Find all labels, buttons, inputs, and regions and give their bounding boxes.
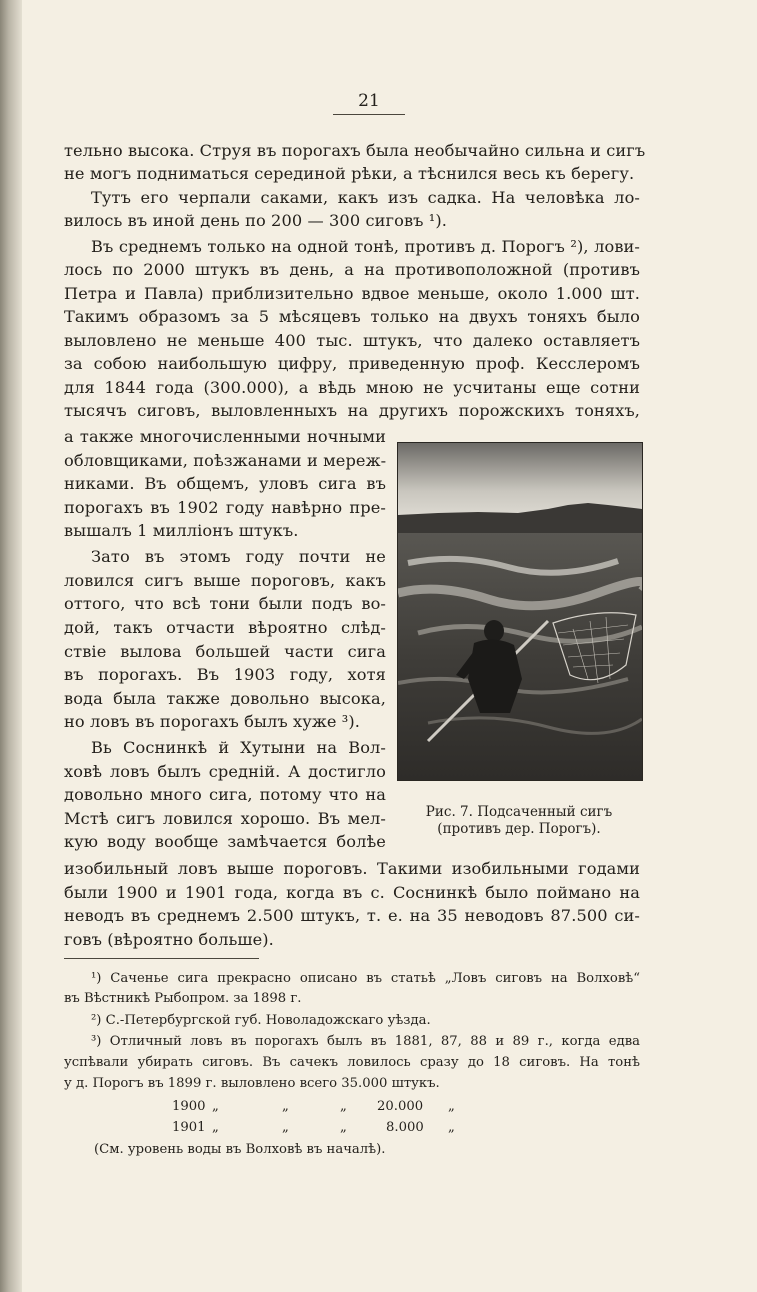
column-line: кую воду вообще замѣчается болѣе xyxy=(64,832,386,851)
body-line: Тутъ его черпали саками, какъ изъ садка. На человѣка ло- xyxy=(91,188,640,207)
column-line: оттого, что всѣ тони были подъ во- xyxy=(64,594,386,613)
body-line: не могъ подниматься серединой рѣки, а тѣснился весь къ берегу. xyxy=(64,164,635,183)
catch-table-value: 8.000 xyxy=(386,1120,424,1135)
body-line: тельно высока. Струя въ порогахъ была необычайно сильна и сигъ xyxy=(64,141,646,160)
body-line: Такимъ образомъ за 5 мѣсяцевъ только на двухъ тоняхъ было xyxy=(64,307,640,326)
body-line: Въ среднемъ только на одной тонѣ, противъ д. Порогъ ²), лови- xyxy=(91,237,640,256)
footnote-line: ¹) Саченье сига прекрасно описано въ статьѣ „Ловъ сиговъ на Волховѣ“ xyxy=(91,971,640,986)
column-line: ловился сигъ выше пороговъ, какъ xyxy=(64,571,386,590)
body-line: вилось въ иной день по 200 — 300 сиговъ ¹). xyxy=(64,211,448,230)
body-line: изобильный ловъ выше пороговъ. Такими изобильными годами xyxy=(64,859,640,878)
table-note: (См. уровень воды въ Волховѣ въ началѣ). xyxy=(94,1142,386,1157)
ditto-mark: „ xyxy=(340,1099,347,1114)
body-line: говъ (вѣроятно больше). xyxy=(64,930,274,949)
footnote-line: въ Вѣстникѣ Рыбопром. за 1898 г. xyxy=(64,991,302,1006)
footnote-rule xyxy=(64,958,259,959)
figure-caption-line1: Рис. 7. Подсаченный сигъ xyxy=(425,804,613,820)
book-spine-shadow xyxy=(0,0,22,1292)
column-line: Мстѣ сигъ ловился хорошо. Въ мел- xyxy=(64,809,386,828)
footnote-line: ²) С.-Петербургской губ. Новоладожскаго уѣзда. xyxy=(91,1013,431,1028)
column-line: а также многочисленными ночными xyxy=(64,427,386,446)
column-line: ствіе вылова большей части сига xyxy=(64,642,386,661)
figure-photo xyxy=(397,442,643,781)
column-line: Зато въ этомъ году почти не xyxy=(91,547,386,566)
column-line: Вь Соснинкѣ й Хутыни на Вол- xyxy=(91,738,386,757)
body-line: неводъ въ среднемъ 2.500 штукъ, т. е. на 35 неводовъ 87.500 си- xyxy=(64,906,640,925)
column-line: вода была также довольно высока, xyxy=(64,689,386,708)
column-line: вышалъ 1 милліонъ штукъ. xyxy=(64,521,299,540)
catch-table-year: 1901 xyxy=(172,1120,206,1135)
body-line: для 1844 года (300.000), а вѣдь мною не усчитаны еще сотни xyxy=(64,378,640,397)
ditto-mark: „ xyxy=(212,1120,219,1135)
body-line: Петра и Павла) приблизительно вдвое меньше, около 1.000 шт. xyxy=(64,284,640,303)
column-line: ховѣ ловъ былъ средній. А достигло xyxy=(64,762,386,781)
body-line: за собою наибольшую цифру, приведенную проф. Кесслеромъ xyxy=(64,354,640,373)
column-line: обловщиками, поѣзжанами и мереж- xyxy=(64,451,387,470)
figure-caption-line2: (противъ дер. Порогъ). xyxy=(437,821,601,837)
body-line: лось по 2000 штукъ въ день, а на противоположной (противъ xyxy=(64,260,640,279)
ditto-mark: „ xyxy=(212,1099,219,1114)
ditto-mark: „ xyxy=(448,1099,455,1114)
body-line: выловлено не меньше 400 тыс. штукъ, что далеко оставляетъ xyxy=(64,331,640,350)
column-line: но ловъ въ порогахъ былъ хуже ³). xyxy=(64,712,361,731)
catch-table-year: 1900 xyxy=(172,1099,206,1114)
column-line: въ порогахъ. Въ 1903 году, хотя xyxy=(64,665,386,684)
ditto-mark: „ xyxy=(282,1120,289,1135)
column-line: дой, такъ отчасти вѣроятно слѣд- xyxy=(64,618,386,637)
column-line: никами. Въ общемъ, уловъ сига въ xyxy=(64,474,386,493)
catch-table-value: 20.000 xyxy=(377,1099,424,1114)
page-number-rule xyxy=(333,114,405,115)
body-line: были 1900 и 1901 года, когда въ с. Соснинкѣ было поймано на xyxy=(64,883,640,902)
column-line: довольно много сига, потому что на xyxy=(64,785,386,804)
body-line: тысячъ сиговъ, выловленныхъ на другихъ порожскихъ тоняхъ, xyxy=(64,401,640,420)
ditto-mark: „ xyxy=(340,1120,347,1135)
footnote-line: ³) Отличный ловъ въ порогахъ былъ въ 1881, 87, 88 и 89 г., когда едва xyxy=(91,1034,640,1049)
column-line: порогахъ въ 1902 году навѣрно пре- xyxy=(64,498,386,517)
page-number: 21 xyxy=(358,91,380,111)
ditto-mark: „ xyxy=(448,1120,455,1135)
footnote-line: успѣвали убирать сиговъ. Въ сачекъ ловилось сразу до 18 сиговъ. На тонѣ xyxy=(64,1055,640,1070)
ditto-mark: „ xyxy=(282,1099,289,1114)
book-page xyxy=(22,0,757,1292)
fisherman-photo-illustration xyxy=(398,443,642,780)
footnote-line: у д. Порогъ въ 1899 г. выловлено всего 35.000 штукъ. xyxy=(64,1076,440,1091)
